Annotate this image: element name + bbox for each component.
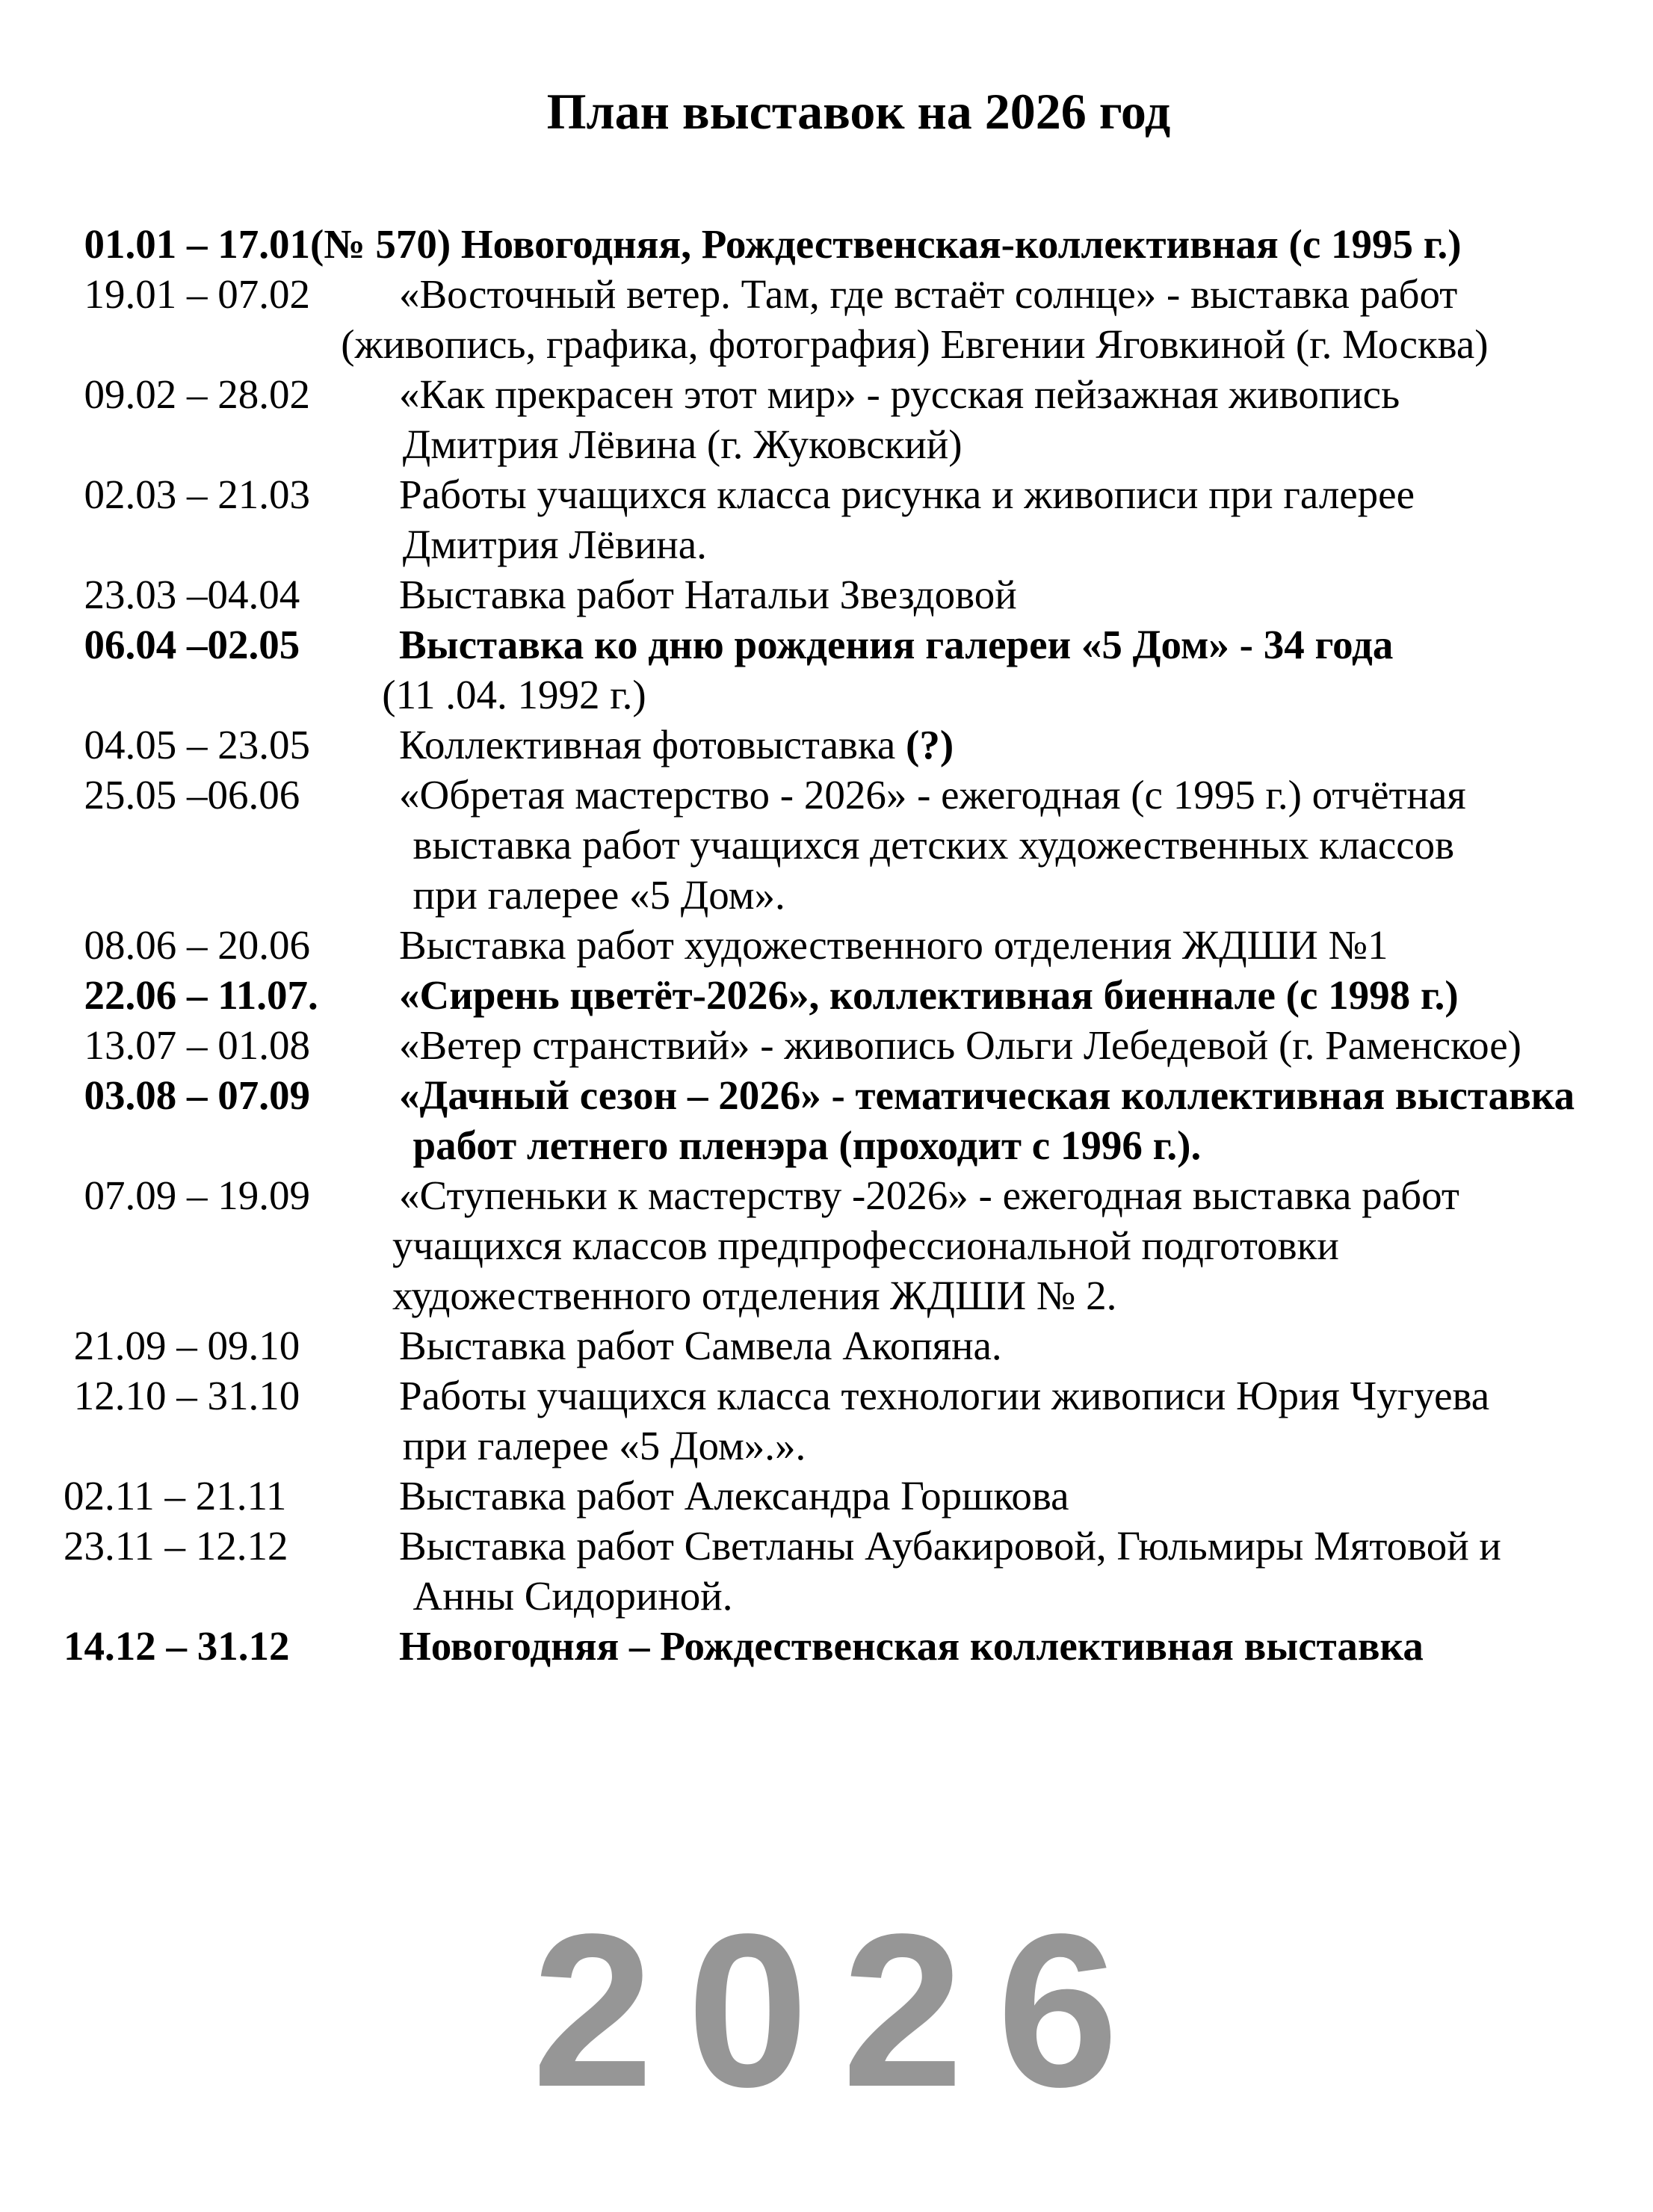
indent-spaces — [64, 1122, 413, 1168]
entry-description — [399, 1371, 1489, 1421]
entry-text: выставка работ учащихся детских художественных классов — [413, 822, 1455, 868]
date-range: 02.11 – 21.11 — [64, 1473, 287, 1519]
entry-text: «Ступеньки к мастерству -2026» - ежегодная выставка работ — [399, 1173, 1459, 1218]
schedule-entry — [64, 219, 1653, 269]
date-range: 06.04 –02.05 — [64, 622, 300, 667]
entry-description — [451, 221, 1461, 267]
date-range: 22.06 – 11.07. — [64, 972, 318, 1018]
date-range: 21.09 – 09.10 — [64, 1323, 300, 1368]
entry-text: Выставка работ художественного отделения ЖДШИ №1 — [399, 922, 1388, 968]
entry-text: «Ветер странствий» - живопись Ольги Лебедевой (г. Раменское) — [399, 1022, 1521, 1068]
entry-text-tail: (?) — [906, 722, 954, 767]
entry-text: «Дачный сезон – 2026» - тематическая коллективная выставка — [399, 1072, 1575, 1118]
year-watermark: 2026 — [532, 1888, 1152, 2132]
date-range: 03.08 – 07.09 — [64, 1072, 310, 1118]
entry-text: при галерее «5 Дом». — [413, 872, 785, 918]
entry-text: Дмитрия Лёвина (г. Жуковский) — [402, 421, 963, 467]
entry-text: «Как прекрасен этот мир» - русская пейзажная живопись — [399, 371, 1400, 417]
date-range: 13.07 – 01.08 — [64, 1022, 310, 1068]
entry-text: учащихся классов предпрофессиональной подготовки — [392, 1223, 1339, 1268]
entry-description — [399, 1521, 1501, 1571]
entry-continuation-line — [64, 1270, 1653, 1320]
schedule-entry — [64, 1521, 1653, 1571]
date-range: 07.09 – 19.09 — [64, 1173, 310, 1218]
entry-text: (11 .04. 1992 г.) — [382, 672, 646, 717]
entry-text: Анны Сидориной. — [413, 1573, 733, 1619]
indent-spaces — [64, 421, 403, 467]
entry-description — [399, 970, 1459, 1020]
entry-text: (живопись, графика, фотография) Евгении Яговкиной (г. Москва) — [341, 321, 1489, 367]
indent-spaces — [64, 1273, 392, 1318]
date-range: 09.02 – 28.02 — [64, 371, 310, 417]
exhibition-schedule — [64, 219, 1653, 1671]
entry-text: Выставка работ Светланы Аубакировой, Гюльмиры Мятовой и — [399, 1523, 1501, 1569]
schedule-entry — [64, 369, 1653, 419]
entry-text: Выставка работ Александра Горшкова — [399, 1473, 1069, 1519]
schedule-entry — [64, 1020, 1653, 1070]
entry-text: работ летнего пленэра (проходит с 1996 г.). — [413, 1122, 1202, 1168]
date-range: 23.03 –04.04 — [64, 572, 300, 617]
entry-description — [399, 569, 1017, 620]
entry-continuation-line — [64, 519, 1653, 569]
date-range: 14.12 – 31.12 — [64, 1623, 290, 1669]
entry-description — [399, 770, 1466, 820]
entry-description — [399, 1020, 1521, 1070]
entry-continuation-line — [64, 1571, 1653, 1621]
date-range: 19.01 – 07.02 — [64, 271, 310, 317]
entry-text: Работы учащихся класса технологии живописи Юрия Чугуева — [399, 1373, 1490, 1418]
indent-spaces — [64, 1223, 392, 1268]
entry-text: при галерее «5 Дом».». — [402, 1423, 806, 1468]
schedule-entry — [64, 770, 1653, 820]
schedule-entry — [64, 1471, 1653, 1521]
entry-continuation-line — [64, 1421, 1653, 1471]
entry-text: Выставка ко дню рождения галереи «5 Дом» - 34 года — [399, 622, 1394, 667]
indent-spaces — [64, 321, 341, 367]
entry-continuation-line — [64, 1120, 1653, 1170]
schedule-entry — [64, 720, 1653, 770]
entry-text: Работы учащихся класса рисунка и живописи при галерее — [399, 472, 1415, 517]
page-title: План выставок на 2026 год — [546, 83, 1171, 140]
schedule-entry — [64, 469, 1653, 519]
schedule-entry — [64, 1320, 1653, 1371]
date-range: 02.03 – 21.03 — [64, 472, 310, 517]
entry-description — [399, 1471, 1069, 1521]
entry-text: Новогодняя – Рождественская коллективная выставка — [399, 1623, 1424, 1669]
indent-spaces — [64, 672, 382, 717]
entry-description — [399, 1621, 1424, 1671]
entry-description — [399, 1320, 1002, 1371]
schedule-entry — [64, 1371, 1653, 1421]
indent-spaces — [64, 822, 413, 868]
entry-text: Новогодняя, Рождественская-коллективная (с 1995 г.) — [451, 221, 1462, 267]
entry-text: «Сирень цветёт-2026», коллективная биеннале (с 1998 г.) — [399, 972, 1459, 1018]
entry-description — [399, 1070, 1575, 1120]
date-range: 23.11 – 12.12 — [64, 1523, 288, 1569]
entry-continuation-line — [64, 670, 1653, 720]
indent-spaces — [64, 1573, 413, 1619]
schedule-entry — [64, 620, 1653, 670]
indent-spaces — [64, 522, 403, 567]
entry-text: «Восточный ветер. Там, где встаёт солнце» - выставка работ — [399, 271, 1458, 317]
entry-text: художественного отделения ЖДШИ № 2. — [392, 1273, 1117, 1318]
entry-description — [399, 920, 1388, 970]
date-range: 04.05 – 23.05 — [64, 722, 310, 767]
entry-text: Выставка работ Самвела Акопяна. — [399, 1323, 1002, 1368]
date-range: 12.10 – 31.10 — [64, 1373, 300, 1418]
schedule-entry — [64, 920, 1653, 970]
entry-continuation-line — [64, 419, 1653, 469]
date-range: 01.01 – 17.01(№ 570) — [64, 221, 451, 267]
schedule-entry — [64, 970, 1653, 1020]
schedule-entry — [64, 1070, 1653, 1120]
schedule-entry — [64, 269, 1653, 319]
entry-description — [399, 1170, 1459, 1220]
entry-description — [399, 620, 1393, 670]
entry-description — [399, 269, 1457, 319]
indent-spaces — [64, 1423, 403, 1468]
schedule-entry — [64, 1170, 1653, 1220]
indent-spaces — [64, 872, 413, 918]
entry-description — [399, 469, 1415, 519]
entry-text: «Обретая мастерство - 2026» - ежегодная (с 1995 г.) отчётная — [399, 772, 1466, 818]
entry-text: Дмитрия Лёвина. — [402, 522, 707, 567]
schedule-entry — [64, 1621, 1653, 1671]
entry-continuation-line — [64, 820, 1653, 870]
date-range: 08.06 – 20.06 — [64, 922, 310, 968]
entry-continuation-line — [64, 870, 1653, 920]
entry-continuation-line — [64, 1220, 1653, 1270]
schedule-entry — [64, 569, 1653, 620]
entry-text: Коллективная фотовыставка — [399, 722, 906, 767]
entry-description — [399, 720, 954, 770]
entry-continuation-line — [64, 319, 1653, 369]
date-range: 25.05 –06.06 — [64, 772, 300, 818]
entry-text: Выставка работ Натальи Звездовой — [399, 572, 1017, 617]
entry-description — [399, 369, 1400, 419]
